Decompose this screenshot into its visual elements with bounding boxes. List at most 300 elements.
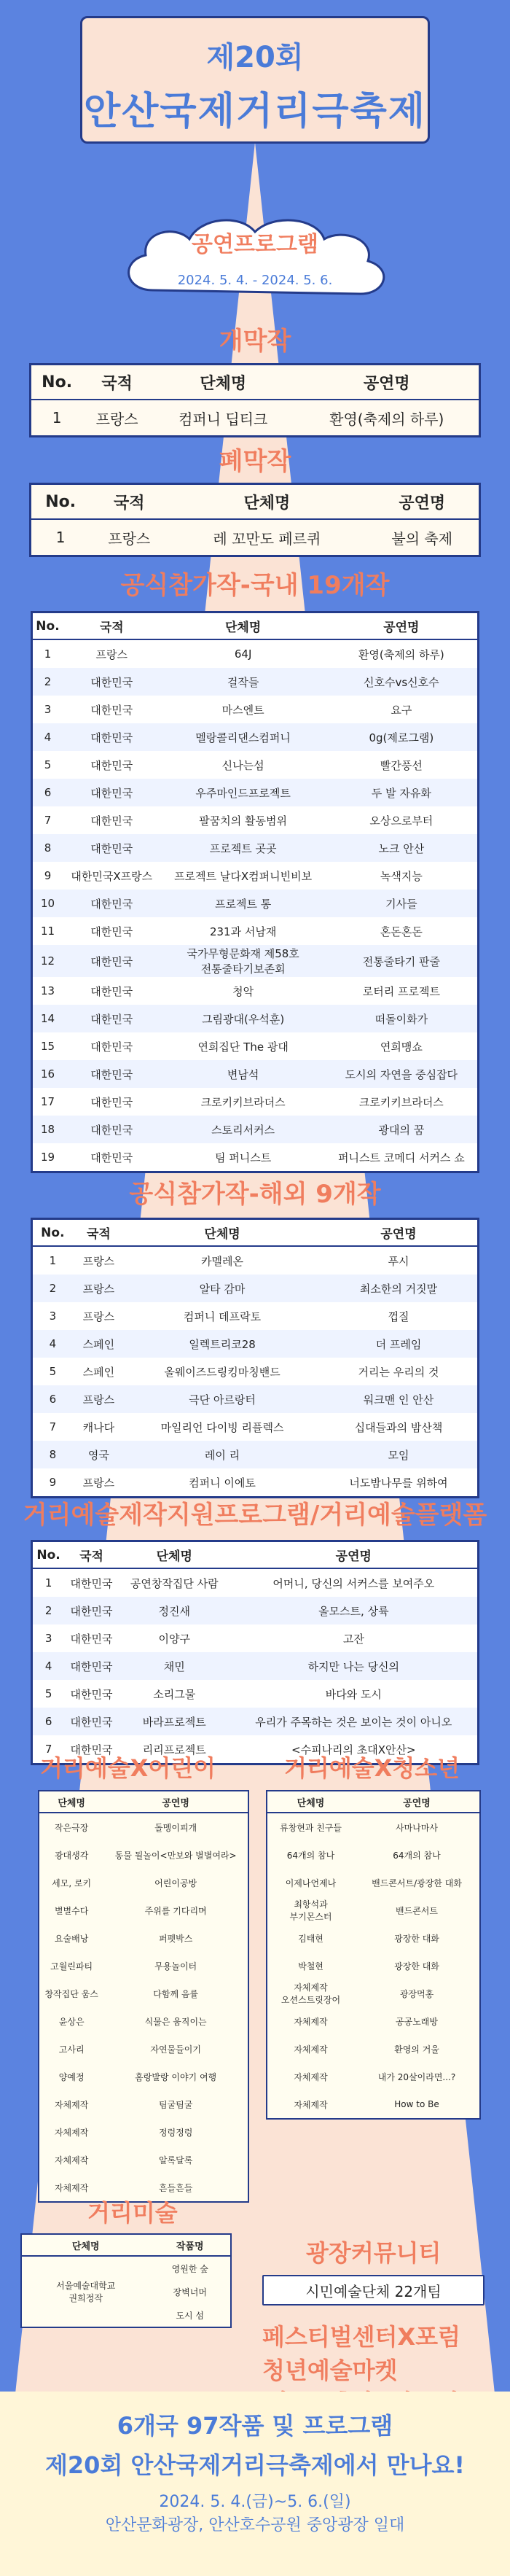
table-cell: 류창현과 친구들 bbox=[280, 1822, 342, 1833]
table-cell: 더 프레임 bbox=[320, 1330, 478, 1358]
festival-title: 안산국제거리극축제 bbox=[83, 90, 427, 133]
table-row bbox=[32, 751, 479, 779]
table-cell: 대한민국 bbox=[90, 925, 133, 938]
table-cell: 걸작들 bbox=[161, 668, 326, 696]
table-row bbox=[32, 1680, 479, 1708]
table-cell: 64개의 참나 bbox=[286, 1850, 335, 1861]
table-cell: 캐나다 bbox=[82, 1420, 115, 1434]
festival-title-box bbox=[80, 16, 430, 144]
table-row bbox=[32, 977, 479, 1005]
table-cell: 자체제작 bbox=[294, 2071, 328, 2082]
table-cell: 어린이공방 bbox=[154, 1877, 197, 1888]
table-cell: 소리그물 bbox=[153, 1687, 196, 1701]
table-cell: 두 발 자유화 bbox=[326, 779, 479, 806]
table-cell: 크로키키브라더스 bbox=[200, 1095, 286, 1109]
overseas-table bbox=[31, 1218, 479, 1498]
table-cell: 대한민국 bbox=[70, 1743, 113, 1756]
table-cell: 환영의 거울 bbox=[394, 2044, 439, 2055]
table-cell: 혼돈혼돈 bbox=[380, 925, 423, 938]
table-cell: 광장한 대화 bbox=[394, 1961, 439, 1972]
table-cell: 스페인 bbox=[82, 1365, 115, 1379]
table-cell: 떠돌이화가 bbox=[326, 1005, 479, 1032]
table-cell: 하지만 나는 당신의 bbox=[230, 1652, 479, 1680]
table-cell: 대한민국 bbox=[90, 814, 133, 828]
table-cell: 13 bbox=[40, 984, 55, 997]
table-cell: 11 bbox=[40, 925, 55, 938]
table-cell: 7 bbox=[44, 814, 52, 827]
table-cell: 리리프로젝트 bbox=[142, 1743, 206, 1756]
table-cell: 컴퍼니 딥티크 bbox=[178, 410, 268, 428]
column-header: 공연명 bbox=[320, 1219, 478, 1247]
table-cell: 양예정 bbox=[58, 2071, 85, 2082]
table-row bbox=[32, 1330, 479, 1358]
table-cell: 자연물들이기 bbox=[150, 2044, 201, 2055]
table-row bbox=[39, 1952, 248, 1980]
table-cell: 이양구 bbox=[158, 1632, 190, 1646]
table-cell: 정진새 bbox=[119, 1597, 230, 1624]
table-row bbox=[32, 1708, 479, 1735]
table-cell: 도시의 자연을 중심잡다 bbox=[326, 1060, 479, 1088]
table-cell: 고월린파티 bbox=[50, 1961, 93, 1972]
table-cell: 바다와 도시 bbox=[325, 1687, 382, 1701]
table-cell: 자체제작 bbox=[294, 2016, 328, 2027]
table-cell: 6 bbox=[32, 779, 63, 806]
table-row bbox=[39, 2118, 248, 2146]
domestic-title: 공식참가작-국내 19개작 bbox=[120, 571, 390, 600]
table-cell: 자체제작 bbox=[54, 2099, 89, 2110]
table-row bbox=[39, 2090, 248, 2118]
support-table bbox=[31, 1540, 479, 1765]
opening-title: 개막작 bbox=[219, 327, 291, 356]
column-header: 공연명 bbox=[294, 365, 479, 400]
table-row bbox=[267, 1896, 480, 1924]
table-cell: 10 bbox=[32, 890, 63, 917]
table-cell: 대한민국 bbox=[63, 723, 161, 751]
table-row bbox=[267, 1952, 480, 1980]
table-row bbox=[32, 1088, 479, 1116]
market-title: 거리미술 bbox=[87, 2199, 178, 2227]
column-header: 공연명 bbox=[354, 1791, 480, 1813]
table-row bbox=[32, 1413, 479, 1441]
table-cell: 프랑스 bbox=[82, 1310, 115, 1323]
domestic-table bbox=[31, 611, 479, 1173]
table-row bbox=[39, 2007, 248, 2035]
table-cell: 우리가 주목하는 것은 보이는 것이 아니오 bbox=[230, 1708, 479, 1735]
table-cell: 최항석과 부기몬스터 bbox=[289, 1899, 332, 1922]
table-row bbox=[32, 1060, 479, 1088]
table-cell: 최소한의 거짓말 bbox=[320, 1275, 478, 1302]
table-cell: 1 bbox=[44, 647, 52, 661]
table-cell: 8 bbox=[32, 834, 63, 862]
table-cell: 거리는 우리의 것 bbox=[358, 1365, 439, 1379]
support-title: 거리예술제작지원프로그램/거리예술플랫폼 bbox=[23, 1501, 487, 1530]
table-row bbox=[32, 834, 479, 862]
table-cell: 마일리언 다이빙 리플렉스 bbox=[160, 1420, 284, 1434]
youth-table bbox=[266, 1790, 481, 2120]
table-cell: 고잔 bbox=[342, 1632, 364, 1646]
festival-center-text: 페스티벌센터X포럼 bbox=[262, 2323, 460, 2351]
table-cell: 주위를 기다리며 bbox=[144, 1905, 207, 1916]
column-header: 단체명 bbox=[119, 1541, 230, 1569]
table-cell: 퍼펫박스 bbox=[158, 1933, 193, 1944]
market-work: 장벽너머 bbox=[173, 2287, 207, 2297]
table-cell: 17 bbox=[40, 1095, 55, 1108]
table-cell: 푸시 bbox=[388, 1254, 409, 1268]
table-cell: 대한민국 bbox=[90, 703, 133, 717]
table-cell: 1 bbox=[55, 529, 66, 546]
table-row bbox=[32, 1246, 479, 1275]
table-row bbox=[32, 1275, 479, 1302]
kids-table bbox=[38, 1790, 249, 2203]
footer-date: 2024. 5. 4.(금)~5. 6.(일) bbox=[159, 2493, 351, 2511]
table-cell: 카멜레온 bbox=[201, 1254, 244, 1268]
table-cell: 대한민국 bbox=[63, 779, 161, 806]
table-cell: 5 bbox=[44, 1687, 52, 1700]
table-cell: 밴드콘서트/광장한 대화 bbox=[372, 1877, 462, 1888]
table-cell: 프랑스 bbox=[95, 410, 138, 428]
table-cell: 팀굴팀굴 bbox=[158, 2099, 193, 2110]
table-cell: 불의 축제 bbox=[391, 529, 453, 548]
youth-market-text: 청년예술마켓 bbox=[262, 2357, 398, 2384]
table-row bbox=[32, 1005, 479, 1032]
market-group: 서울예술대학교 권희정작 bbox=[56, 2281, 116, 2303]
table-row bbox=[39, 1924, 248, 1952]
table-cell: 프랑스 bbox=[108, 529, 151, 548]
market-work: 영원한 숲 bbox=[171, 2263, 208, 2274]
table-row bbox=[32, 668, 479, 696]
market-table bbox=[20, 2233, 232, 2328]
table-cell: 팀 퍼니스트 bbox=[215, 1151, 272, 1164]
table-row bbox=[32, 779, 479, 806]
table-row bbox=[267, 1924, 480, 1952]
table-row bbox=[267, 1980, 480, 2007]
kids-title: 거리예술X어린이 bbox=[40, 1754, 216, 1782]
table-cell: 자체제작 bbox=[54, 2127, 89, 2138]
table-cell: <수피나리의 초대X안산> bbox=[291, 1743, 416, 1756]
table-cell: 노크 안산 bbox=[326, 834, 479, 862]
table-cell: 극단 아르랑터 bbox=[125, 1385, 320, 1413]
table-cell: 환영(축제의 하루) bbox=[358, 647, 444, 661]
table-cell: 오상으로부터 bbox=[369, 814, 434, 828]
table-cell: 대한민국 bbox=[63, 1116, 161, 1143]
column-header: 국적 bbox=[73, 1219, 125, 1247]
table-cell: 프로젝트 통 bbox=[161, 890, 326, 917]
column-header: 단체명 bbox=[168, 484, 365, 520]
table-cell: 밴드콘서트 bbox=[396, 1905, 438, 1916]
column-header: 단체명 bbox=[152, 365, 294, 400]
table-cell: 전통줄타기 판줄 bbox=[326, 945, 479, 977]
table-cell: 광대의 꿈 bbox=[326, 1116, 479, 1143]
table-cell: 올모스트, 상륙 bbox=[230, 1597, 479, 1624]
table-cell: 1 bbox=[44, 1576, 52, 1589]
table-row bbox=[267, 2090, 480, 2119]
table-cell: 9 bbox=[49, 1476, 57, 1489]
table-row bbox=[39, 2035, 248, 2063]
column-header: 공연명 bbox=[230, 1541, 479, 1569]
table-cell: 대한민국 bbox=[63, 1005, 161, 1032]
table-cell: 돌멩이피개 bbox=[154, 1822, 197, 1833]
table-cell: 창작집단 움스 bbox=[44, 1988, 98, 1999]
table-cell: 0g(제로그램) bbox=[326, 723, 479, 751]
table-row bbox=[31, 519, 480, 556]
table-cell: 컴퍼니 데프락토 bbox=[183, 1310, 262, 1323]
table-cell: 신나는섬 bbox=[221, 758, 264, 772]
table-cell: 흔들흔들 bbox=[158, 2182, 193, 2193]
table-row bbox=[32, 862, 479, 890]
table-cell: 14 bbox=[32, 1005, 63, 1032]
opening-table bbox=[29, 363, 481, 437]
table-row bbox=[32, 917, 479, 945]
table-cell: 3 bbox=[49, 1310, 57, 1323]
table-row bbox=[267, 1869, 480, 1896]
table-cell: 7 bbox=[49, 1420, 57, 1433]
market-work: 도시 섬 bbox=[176, 2310, 205, 2321]
table-cell: 자체제작 bbox=[294, 2099, 328, 2110]
table-cell: 모임 bbox=[320, 1441, 478, 1468]
column-header: 공연명 bbox=[365, 484, 479, 520]
table-row bbox=[39, 1841, 248, 1869]
table-cell: 연희맹쇼 bbox=[380, 1040, 423, 1054]
table-cell: 크로키키브라더스 bbox=[358, 1095, 444, 1109]
table-row bbox=[39, 2146, 248, 2174]
table-cell: 광장한 대화 bbox=[394, 1933, 439, 1944]
table-cell: How to Be bbox=[394, 2099, 439, 2109]
table-cell: 스페인 bbox=[73, 1330, 125, 1358]
table-cell: 7 bbox=[44, 1743, 52, 1756]
table-row bbox=[267, 1841, 480, 1869]
column-header: 작품명 bbox=[149, 2234, 231, 2256]
community-title: 광장커뮤니티 bbox=[306, 2239, 442, 2267]
column-header: 공연명 bbox=[326, 612, 479, 640]
table-cell: 64개의 참나 bbox=[393, 1850, 441, 1861]
table-cell: 2 bbox=[32, 668, 63, 696]
table-cell: 연희집단 The 광대 bbox=[197, 1040, 289, 1054]
table-cell: 알록달록 bbox=[158, 2155, 193, 2166]
program-cloud bbox=[109, 210, 401, 312]
table-cell: 올웨이즈드링킹마칭밴드 bbox=[164, 1365, 280, 1379]
table-cell: 4 bbox=[32, 1330, 73, 1358]
table-row bbox=[32, 723, 479, 751]
youth-title: 거리예술X청소년 bbox=[284, 1754, 460, 1782]
table-cell: 채민 bbox=[119, 1652, 230, 1680]
table-cell: 231과 서남재 bbox=[209, 925, 277, 938]
cloud-icon bbox=[109, 210, 401, 312]
table-row bbox=[32, 1624, 479, 1652]
table-cell: 대한민국 bbox=[64, 1708, 119, 1735]
table-cell: 레 꼬만도 페르퀴 bbox=[213, 529, 321, 548]
table-cell: 영국 bbox=[73, 1441, 125, 1468]
table-cell: 팔꿈치의 활동범위 bbox=[199, 814, 287, 828]
column-header: 단체명 bbox=[161, 612, 326, 640]
table-cell: 프랑스 bbox=[73, 1275, 125, 1302]
table-cell: 광대생각 bbox=[54, 1850, 89, 1861]
table-cell: 대한민국 bbox=[70, 1687, 113, 1701]
table-cell: 3 bbox=[44, 1632, 52, 1645]
table-cell: 스토리서커스 bbox=[161, 1116, 326, 1143]
column-header: 국적 bbox=[82, 365, 152, 400]
table-cell: 대한민국 bbox=[90, 1040, 133, 1054]
column-header: No. bbox=[32, 1541, 65, 1569]
table-row bbox=[32, 639, 479, 668]
table-row bbox=[32, 890, 479, 917]
table-cell: 정렁정렁 bbox=[158, 2127, 193, 2138]
table-cell: 18 bbox=[32, 1116, 63, 1143]
table-cell: 대한민국 bbox=[63, 1060, 161, 1088]
table-cell: 환영(축제의 하루) bbox=[329, 410, 444, 428]
table-cell: 5 bbox=[49, 1365, 57, 1378]
table-cell: 내가 20살이라면...? bbox=[377, 2071, 456, 2082]
table-cell: 대한민국 bbox=[90, 984, 133, 998]
table-cell: 윤상은 bbox=[58, 2016, 85, 2027]
column-header: 단체명 bbox=[267, 1791, 354, 1813]
table-cell: 대한민국 bbox=[63, 890, 161, 917]
table-cell: 김태현 bbox=[298, 1933, 323, 1944]
table-cell: 세모, 로키 bbox=[52, 1877, 92, 1888]
table-cell: 9 bbox=[44, 869, 52, 882]
table-row bbox=[32, 1116, 479, 1143]
overseas-title: 공식참가작-해외 9개작 bbox=[129, 1180, 381, 1209]
table-cell: 대한민국 bbox=[63, 834, 161, 862]
table-cell: 프랑스 bbox=[82, 1476, 115, 1490]
table-cell: 기사들 bbox=[326, 890, 479, 917]
table-cell: 사마나마사 bbox=[396, 1822, 438, 1833]
program-date: 2024. 5. 4. - 2024. 5. 6. bbox=[177, 273, 333, 288]
table-cell: 우주마인드프로젝트 bbox=[161, 779, 326, 806]
table-cell: 6 bbox=[32, 1385, 73, 1413]
table-cell: 대한민국X프랑스 bbox=[71, 869, 153, 883]
festival-edition: 제20회 bbox=[206, 41, 304, 74]
table-cell: 15 bbox=[40, 1040, 55, 1053]
table-cell: 프로젝트 날다X컴퍼니빈비보 bbox=[174, 869, 313, 883]
table-cell: 이제나언제나 bbox=[285, 1877, 337, 1888]
table-cell: 대한민국 bbox=[70, 1632, 113, 1646]
table-cell: 4 bbox=[32, 723, 63, 751]
table-row bbox=[267, 2063, 480, 2090]
table-cell: 6 bbox=[32, 1708, 65, 1735]
table-cell: 어머니, 당신의 서커스를 보여주오 bbox=[272, 1576, 435, 1590]
table-cell: 마스엔트 bbox=[221, 703, 264, 717]
table-cell: 프랑스 bbox=[95, 647, 128, 661]
table-cell: 동물 될놀이<만보와 별별여라> bbox=[114, 1850, 237, 1861]
table-cell: 일렉트리코28 bbox=[125, 1330, 320, 1358]
table-cell: 자체제작 bbox=[294, 2044, 328, 2055]
table-row bbox=[32, 1597, 479, 1624]
table-cell: 껍질 bbox=[388, 1310, 409, 1323]
table-row bbox=[32, 945, 479, 977]
table-row bbox=[32, 1441, 479, 1468]
table-cell: 프로젝트 곳곳 bbox=[161, 834, 326, 862]
table-cell: 신호수vs신호수 bbox=[326, 668, 479, 696]
table-cell: 컴퍼니 이에토 bbox=[189, 1476, 256, 1490]
column-header: 단체명 bbox=[125, 1219, 320, 1247]
table-cell: 1 bbox=[49, 1254, 57, 1267]
table-cell: 작은극장 bbox=[54, 1822, 89, 1833]
table-cell: 알타 감마 bbox=[125, 1275, 320, 1302]
footer-count: 6개국 97작품 및 프로그램 bbox=[117, 2412, 393, 2440]
table-cell: 변남석 bbox=[161, 1060, 326, 1088]
column-header: 국적 bbox=[63, 612, 161, 640]
column-header: 단체명 bbox=[39, 1791, 103, 1813]
table-cell: 레이 리 bbox=[125, 1441, 320, 1468]
table-row bbox=[39, 1896, 248, 1924]
table-cell: 4 bbox=[32, 1652, 65, 1680]
table-cell: 대한민국 bbox=[90, 1151, 133, 1164]
table-cell: 퍼니스트 코메디 서커스 쇼 bbox=[337, 1151, 465, 1164]
column-header: 국적 bbox=[90, 484, 168, 520]
column-header: No. bbox=[31, 365, 83, 400]
table-cell: 프랑스 bbox=[73, 1385, 125, 1413]
table-cell: 광장먹홍 bbox=[399, 1988, 434, 1999]
table-cell: 공연창작집단 사람 bbox=[130, 1576, 219, 1590]
table-cell: 다함께 음률 bbox=[153, 1988, 199, 1999]
table-cell: 대한민국 bbox=[70, 1576, 113, 1590]
program-title: 공연프로그램 bbox=[192, 232, 318, 257]
table-row bbox=[32, 1468, 479, 1498]
table-cell: 무용놀이터 bbox=[154, 1961, 197, 1972]
table-cell: 요술배낭 bbox=[54, 1933, 89, 1944]
table-row bbox=[32, 1358, 479, 1385]
table-cell: 십대들과의 밤산책 bbox=[354, 1420, 443, 1434]
table-cell: 2 bbox=[32, 1275, 73, 1302]
table-row bbox=[32, 1568, 479, 1597]
table-cell: 8 bbox=[32, 1441, 73, 1468]
table-cell: 바라프로젝트 bbox=[119, 1708, 230, 1735]
table-cell: 대한민국 bbox=[90, 1095, 133, 1109]
community-badge: 시민예술단체 22개팀 bbox=[262, 2275, 484, 2305]
closing-table bbox=[29, 483, 481, 557]
column-header: 단체명 bbox=[21, 2234, 149, 2256]
table-cell: 대한민국 bbox=[63, 945, 161, 977]
table-row bbox=[32, 806, 479, 834]
table-cell: 자체제작 bbox=[54, 2155, 89, 2166]
table-row bbox=[31, 400, 480, 437]
table-row bbox=[32, 1385, 479, 1413]
closing-title: 폐막작 bbox=[219, 447, 291, 476]
table-cell: 대한민국 bbox=[64, 1597, 119, 1624]
table-cell: 1 bbox=[52, 409, 62, 427]
table-cell: 3 bbox=[44, 703, 52, 716]
column-header: No. bbox=[31, 484, 90, 520]
table-cell: 16 bbox=[32, 1060, 63, 1088]
table-cell: 국가무형문화재 제58호 전통줄타기보존회 bbox=[161, 945, 326, 977]
footer-venue: 안산문화광장, 안산호수공원 중앙광장 일대 bbox=[105, 2516, 405, 2534]
table-cell: 빨간풍선 bbox=[380, 758, 423, 772]
table-row bbox=[39, 1869, 248, 1896]
table-cell: 자체제작 bbox=[54, 2182, 89, 2193]
table-row bbox=[32, 696, 479, 723]
footer-banner bbox=[0, 2392, 510, 2576]
table-cell: 12 bbox=[32, 945, 63, 977]
column-header: 공연명 bbox=[103, 1791, 248, 1813]
table-row bbox=[32, 1652, 479, 1680]
table-row bbox=[267, 2035, 480, 2063]
table-cell: 대한민국 bbox=[64, 1652, 119, 1680]
table-cell: 로터리 프로젝트 bbox=[362, 984, 440, 998]
table-cell: 박철현 bbox=[298, 1961, 323, 1972]
table-cell: 녹색지능 bbox=[380, 869, 423, 883]
table-cell: 프랑스 bbox=[82, 1254, 115, 1268]
table-row bbox=[32, 1143, 479, 1172]
table-cell: 별별수다 bbox=[54, 1905, 89, 1916]
table-cell: 19 bbox=[40, 1151, 55, 1164]
column-header: No. bbox=[32, 612, 63, 640]
table-cell: 멜랑콜리댄스컴퍼니 bbox=[161, 723, 326, 751]
table-cell: 64J bbox=[234, 647, 252, 661]
column-header: No. bbox=[32, 1219, 73, 1247]
table-cell: 워크맨 인 안산 bbox=[320, 1385, 478, 1413]
table-row bbox=[32, 1032, 479, 1060]
table-cell: 대한민국 bbox=[63, 668, 161, 696]
